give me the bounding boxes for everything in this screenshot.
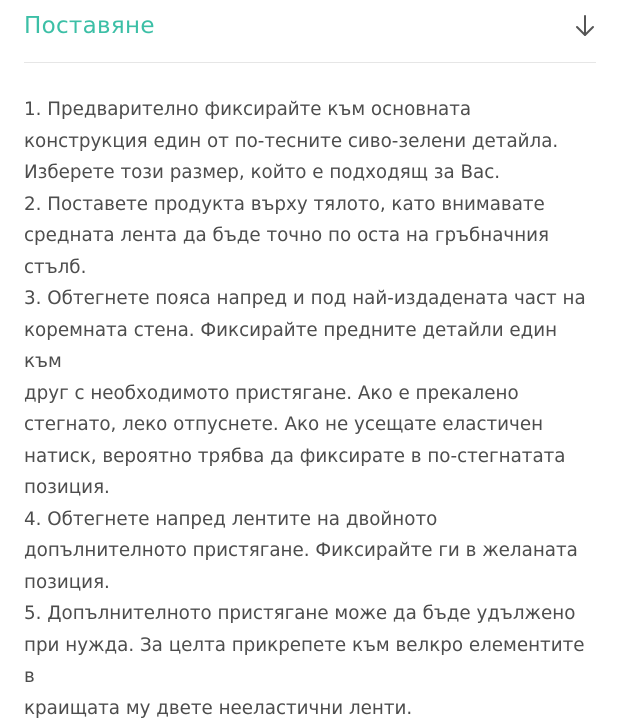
step-4: 4. Обтегнете напред лентите на двойното допълнителното пристягане. Фиксирайте ги в желаната позиция. [24,508,578,593]
accordion-header[interactable] [24,0,596,63]
step-1: 1. Предварително фиксирайте към основната конструкция един от по-тесните сиво-зелени детайла. Изберете този размер, който е подходящ за Вас. [24,99,559,183]
step-2: 2. Поставете продукта върху тялото, като внимавате средната лента да бъде точно по оста на гръбначния стълб. [24,193,550,278]
section-title: Поставяне [24,13,155,39]
arrow-down-icon[interactable] [574,14,596,38]
accordion-content [24,94,596,724]
step-5: 5. Допълнителното пристягане може да бъде удължено при нужда. За целта прикрепете към велкро елементите в краищата му двете нееластични ленти. [24,603,585,719]
step-3: 3. Обтегнете пояса напред и под най-издадената част на коремната стена. Фиксирайте предните детайли един към друг с необходимото пристягане. Ако е прекалено стегнато, леко отпуснете. Ако не усещате еластичен натиск, вероятно трябва да фиксирате в по-стегнатата позиция. [24,288,586,498]
